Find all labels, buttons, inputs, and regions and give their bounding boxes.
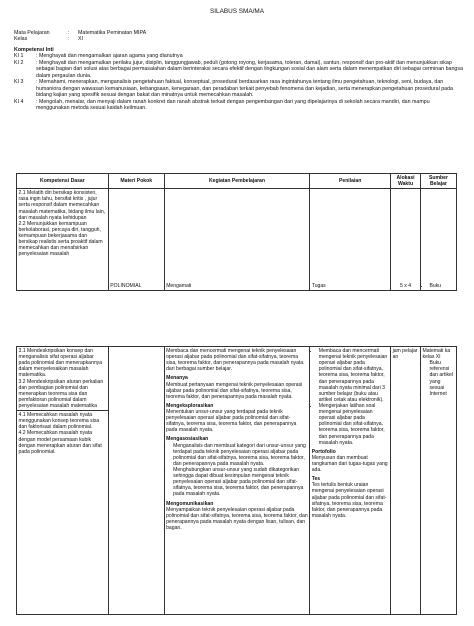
kelas-row: Kelas : XI — [14, 36, 84, 43]
heading-menanya: Menanya — [166, 375, 188, 382]
penilaian-cell: Tugas — [310, 189, 391, 291]
mapel-value: Matematika Peminatan MIPA — [78, 30, 147, 36]
header-kegiatan: Kegiatan Pembelajaran — [164, 174, 310, 189]
page-title: SILABUS SMA/MA — [210, 8, 264, 15]
table-row — [17, 347, 457, 615]
ki-title: Kompetensi Inti — [14, 46, 54, 53]
header-alokasi: Alokasi Waktu — [391, 174, 421, 189]
materi-cell: POLINOMIAL — [108, 189, 164, 291]
document-header — [14, 30, 464, 111]
heading-portofolio: Portofolio — [311, 448, 336, 455]
sumber-cell: • Buku — [421, 189, 457, 291]
ki-3: KI 3 : Memahami, menerapkan, menganalisis pengetahuan faktual, konseptual, prosedural berdasarkan rasa ingintahunya tentang ilmu pengetahuan, teknologi, seni, budaya, dan humaniora dengan wawasan kemanusiaan, kebangsaan, kenegaraan, dan peradaban terkait penyebab fenomena dan kejadian, serta menerapkan pengetahuan prosedural pada bidang kajian yang spesifik sesuai dengan bakat dan minatnya untuk memecahkan masalah. — [14, 79, 453, 99]
header-penilaian: Penilaian — [310, 174, 391, 189]
header-kd: Kompetensi Dasar — [17, 174, 109, 189]
table-row — [17, 189, 457, 291]
alokasi-cell: 5 x 4 — [391, 189, 421, 291]
heading-mengasosiasikan: Mengasosiasikan — [166, 436, 209, 443]
kd-cell-2 — [17, 347, 109, 615]
kd-3-1: 3.1 Mendeskripsikan konsep dan menganalisis sifat operasi aljabar pada polinomial dan menerapkannya dalam menyelesaikan masalah matematika. — [18, 348, 103, 379]
ki-2: KI 2 : Menghayati dan mengamalkan perilaku jujur, disiplin, tanggungjawab, peduli (gotong royong, kerjasama, toleran, damai), santun, responsif dan pro-aktif dan menunjukkan sikap sebagai bagian dari solusi atas berbagai permasalahan dalam berinteraksi secara efektif dengan lingkungan sosial dan alam serta dalam menempatkan diri sebagai cerminan bangsa dalam pergaulan dunia. — [14, 59, 463, 79]
heading-mengeksplorasikan: Mengeksplorasikan — [166, 402, 214, 409]
kd-2-2: 2.2 Menunjukkan kemampuan berkolaborasi, percaya diri, tangguh, kemampuan bekerjasama dan bersikap realistis serta proaktif dalam memecahkan dan menafsirkan penyelesaian masalah — [18, 220, 103, 258]
mapel-label: Mata Pelajaran — [14, 30, 50, 36]
kegiatan-cell-2: Membaca dan mencermati mengenai teknik penyelesaian operasi aljabar pada polinomial dan sifat-sifatnya, teorema sisa, teorema faktor, dan penerapannya pada masalah nyata. dari berbagai sumber belajar. Menanya Membuat pertanyaan mengenai teknik penyelesaian operasi aljabar pada polinomial dan sifat-sifatnya, teorema sisa, teorema faktor, dan penerapannya pada masalah nyata. Mengeksplorasikan Menentukan unsur-unsur yang terdapat pada teknik penyelesaian operasi aljabar pada polinomial dan sifat-sifatnya, teorema sisa, teorema faktor, dan penerapannya pada masalah nyata. Mengasosiasikan • Menganalisis dan membuat kategori dari unsur-unsur yang terdapat pada teknik penyelesaian operasi aljabar pada polinomial dan sifat-sifatnya, teorema sisa, teorema faktor, dan penerapannya pada masalah nyata. • Menghubungkan unsur-unsur yang sudah dikategorikan sehingga dapat dibuat kesimpulan mengenai teknik penyelesaian operasi aljabar pada polinomial dan sifat-sifatnya, teorema sisa, teorema faktor, dan penerapannya pada masalah nyata. Mengomunikasikan Menyampaikan teknik penyelesaian operasi aljabar pada polinomial dan sifat-sifatnya, teorema sisa, teorema faktor, dan penerapannya pada masalah nyata dengan lisan, tulisan, dan bagan. — [164, 347, 310, 615]
header-materi: Materi Pokok — [108, 174, 164, 189]
kd-3-2: 3.2 Mendeskripsikan aturan perkalian dan pembagian polinomial dan menerapkan teorema sisa dan pemfaktoran polinomial dalam penyelesaian masalah matematika — [18, 378, 104, 409]
table-header-row — [17, 174, 457, 189]
ki-4: KI 4 : Mengolah, menalar, dan menyaji dalam ranah konkret dan ranah abstrak terkait dengan pengembangan dari yang dipelajarinya di sekolah secara mandiri, dan mampu menggunakan metoda sesuai kaidah keilmuan. — [14, 98, 430, 111]
syllabus-table-1 — [16, 173, 457, 291]
heading-tes: Tes — [311, 476, 321, 483]
kd-2-1: 2.1 Melatih diri bersikap konsisten, rasa ingin tahu, bersifat kritis , jujur serta responsif dalam memecahkan masalah matematika, bidang ilmu lain, dan masalah nyata kehidupan — [18, 190, 106, 221]
ki-1: KI 1 : Menghayati dan mengamalkan ajaran agama yang dianutnya — [14, 53, 183, 60]
header-sumber: Sumber Belajar — [421, 174, 457, 189]
kelas-label: Kelas — [14, 36, 28, 43]
syllabus-table-2 — [16, 346, 457, 615]
penilaian-cell-2: • Membaca dan mencermati mengenai teknik penyelesaian operasi aljabar pada polinomial dan sifat-sifatnya, teorema sisa, teorema faktor, dan penerapannya pada masalah nyata minimal dari 3 sumber belajar (buku atau artikel cetak atau elektronik). • Mengerjakan latihan soal mengenai penyelesaian operasi aljabar pada polinomial dan sifat-sifatnya, teorema sisa, teorema faktor, dan penerapannya pada masalah nyata. Portofolio Menyusun dan membuat rangkuman dari tugas-tugas yang ada. Tes Tes tertulis bentuk uraian mengenai penyelesaian operasi aljabar pada polinomial dan sifat-sifatnya, teorema sisa, teorema faktor, dan penerapannya pada masalah nyata. — [310, 347, 391, 615]
kegiatan-cell: Mengamati — [164, 189, 310, 291]
kelas-value: XI — [78, 36, 84, 43]
kd-4-1: 4.1 Memecahkan masalah nyata menggunakan konsep teorema sisa dan faktorisasi dalam polinomial. — [18, 412, 100, 431]
kd-4-2: 4.2 Memecahkan masalah nyata dengan model persamaan kubik dengan menerapkan aturan dan sifat pada polinomial. — [18, 430, 102, 455]
alokasi-cell-2: jam pelajaran — [391, 347, 421, 615]
mapel-row: Mata Pelajaran : Matematika Peminatan MIPA — [14, 30, 147, 36]
kd-cell — [17, 189, 109, 291]
materi-cell-2 — [108, 347, 164, 615]
sumber-cell-2: Matemati ka kelas XI • Buku referensi dan artikel yang sesuai • Internet — [420, 347, 456, 615]
heading-mengomunikasikan: Mengomunikasikan — [166, 500, 214, 507]
